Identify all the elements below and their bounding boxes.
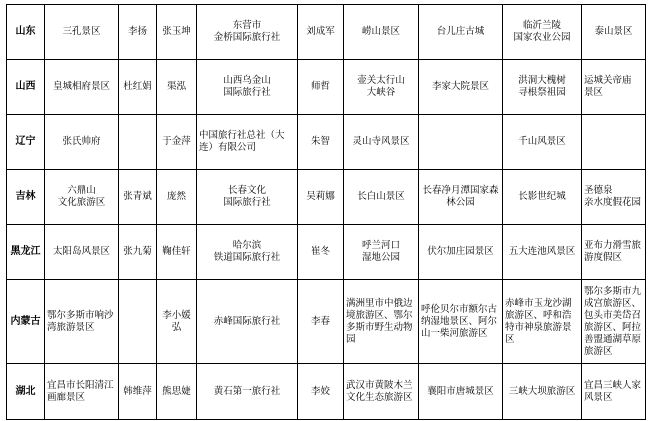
table-cell: 赤峰市玉龙沙湖旅游区、呼和浩特市神泉旅游景区 [503,280,582,364]
table-cell: 于金萍 [157,115,197,170]
table-cell [419,115,503,170]
table-cell: 赤峰国际旅行社 [197,280,298,364]
table-cell: 宜昌市长阳清江画廊景区 [45,364,119,420]
table-cell: 皇城相府景区 [45,60,119,115]
scenic-area-table [6,4,646,420]
province-cell: 湖北 [7,364,45,420]
table-row [7,60,646,115]
table-cell: 伏尔加庄园景区 [419,225,503,280]
table-cell: 渠泓 [157,60,197,115]
table-cell: 黄石第一旅行社 [197,364,298,420]
table-cell: 宜昌三峡人家风景区 [582,364,646,420]
table-cell: 鄂尔多斯市九成宫旅游区、包头市美岱召旅游区、阿拉善盟通湖草原旅游区 [582,280,646,364]
table-cell: 台儿庄古城 [419,5,503,60]
table-cell: 呼兰河口 湿地公园 [344,225,419,280]
table-row [7,225,646,280]
table-cell: 张玉坤 [157,5,197,60]
table-cell: 山西乌金山 国际旅行社 [197,60,298,115]
table-row [7,280,646,364]
table-row [7,5,646,60]
table-cell: 张九菊 [119,225,157,280]
table-cell: 泰山景区 [582,5,646,60]
table-cell: 李扬 [119,5,157,60]
table-cell: 洪洞大槐树 寻根祭祖园 [503,60,582,115]
table-row [7,115,646,170]
table-cell: 圣德泉 亲水度假花园 [582,170,646,225]
table-cell: 太阳岛风景区 [45,225,119,280]
table-cell: 崔冬 [298,225,344,280]
table-cell: 满洲里市中俄边境旅游区、鄂尔多斯市野生动物园 [344,280,419,364]
province-cell: 山西 [7,60,45,115]
table-cell: 鞠佳轩 [157,225,197,280]
table-cell: 呼伦贝尔市额尔古纳湿地景区、阿尔山一柴河旅游区 [419,280,503,364]
province-cell: 黑龙江 [7,225,45,280]
table-cell: 东营市 金桥国际旅行社 [197,5,298,60]
table-cell [582,115,646,170]
table-cell [119,115,157,170]
province-cell: 辽宁 [7,115,45,170]
table-cell: 韩维萍 [119,364,157,420]
province-cell: 吉林 [7,170,45,225]
table-cell: 临沂兰陵 国家农业公园 [503,5,582,60]
table-cell: 运城关帝庙 景区 [582,60,646,115]
table-cell: 李家大院景区 [419,60,503,115]
table-cell: 朱智 [298,115,344,170]
table-cell: 壶关太行山 大峡谷 [344,60,419,115]
table-cell: 灵山寺风景区 [344,115,419,170]
table-cell: 长影世纪城 [503,170,582,225]
table-cell: 千山风景区 [503,115,582,170]
table-cell [119,280,157,364]
table-cell: 长春净月潭国家森林公园 [419,170,503,225]
table-cell: 吴莉娜 [298,170,344,225]
table-cell: 杜红娟 [119,60,157,115]
table-cell: 李姣 [298,364,344,420]
table-cell: 哈尔滨 铁道国际旅行社 [197,225,298,280]
table-cell: 六鼎山 文化旅游区 [45,170,119,225]
table-cell: 李春 [298,280,344,364]
table-cell: 崂山景区 [344,5,419,60]
table-cell: 李小媛弘 [157,280,197,364]
table-row [7,170,646,225]
table-cell: 长春文化 国际旅行社 [197,170,298,225]
table-cell: 鄂尔多斯市响沙湾旅游景区 [45,280,119,364]
table-cell: 长白山景区 [344,170,419,225]
table-cell: 庞然 [157,170,197,225]
table-cell: 三孔景区 [45,5,119,60]
table-cell: 师哲 [298,60,344,115]
table-cell: 张青斌 [119,170,157,225]
table-cell: 熊思婕 [157,364,197,420]
province-cell: 内蒙古 [7,280,45,364]
table-cell: 襄阳市唐城景区 [419,364,503,420]
table-row [7,364,646,420]
table-cell: 亚布力滑雪旅游度假区 [582,225,646,280]
table-cell: 三峡大坝旅游区 [503,364,582,420]
table-cell: 五大连池风景区 [503,225,582,280]
table-container [6,4,646,420]
province-cell: 山东 [7,5,45,60]
table-cell: 武汉市黄陂木兰文化生态旅游区 [344,364,419,420]
table-cell: 刘成军 [298,5,344,60]
table-cell: 中国旅行社总社（大连）有限公司 [197,115,298,170]
table-cell: 张氏帅府 [45,115,119,170]
